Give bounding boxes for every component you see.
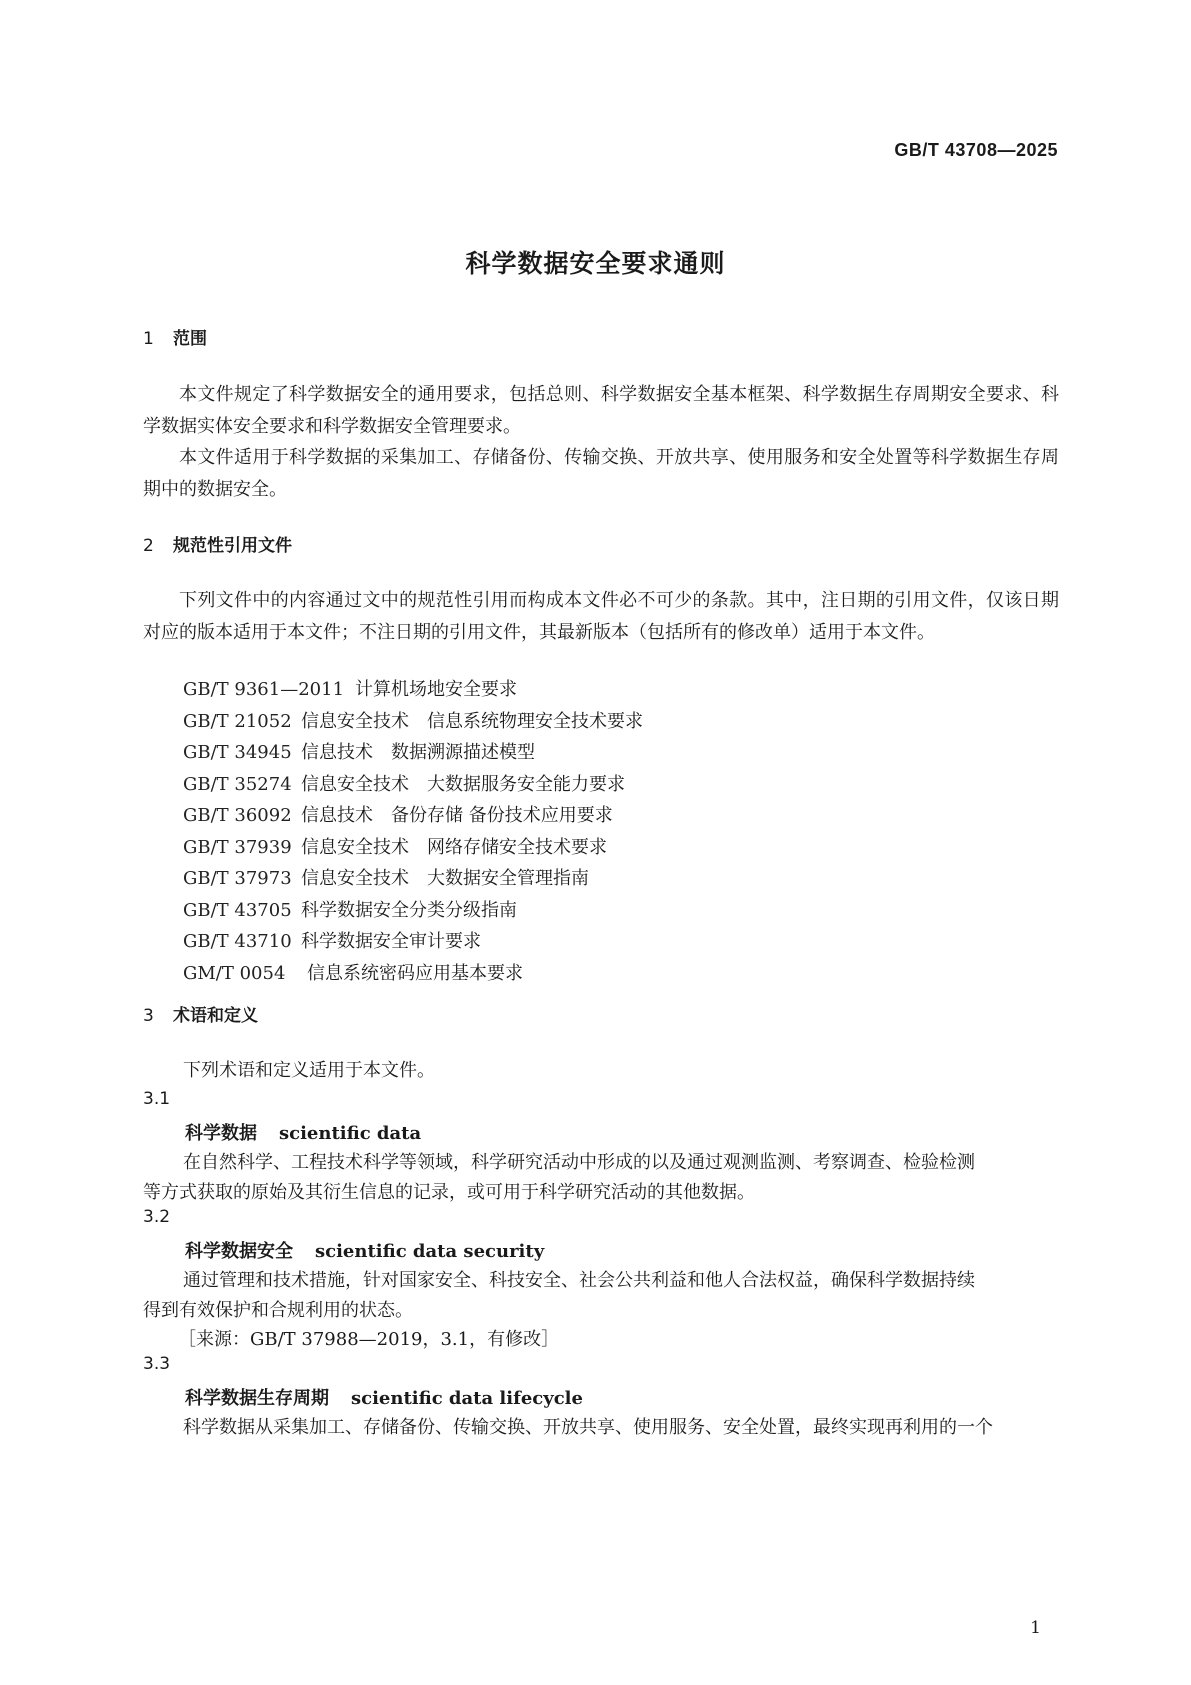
- reference-item: [183, 895, 643, 927]
- term-number: 3.2: [143, 1207, 171, 1227]
- section-1-heading: [143, 324, 207, 349]
- reference-item: [183, 958, 643, 990]
- section-title: 术语和定义: [173, 1006, 258, 1026]
- section-number: 1: [143, 329, 154, 349]
- scope-paragraph-1: 本文件规定了科学数据安全的通用要求，包括总则、科学数据安全基本框架、科学数据生存周期安全要求、科学数据实体安全要求和科学数据安全管理要求。: [143, 384, 1059, 437]
- reference-code: GB/T 37939: [183, 836, 292, 858]
- scope-paragraph-2: 本文件适用于科学数据的采集加工、存储备份、传输交换、开放共享、使用服务和安全处置等科学数据生存周期中的数据安全。: [143, 447, 1059, 500]
- section-title: 范围: [173, 329, 207, 349]
- reference-list: [183, 674, 643, 989]
- reference-item: [183, 926, 643, 958]
- reference-item: [183, 674, 643, 706]
- section-number: 2: [143, 536, 154, 556]
- section-number: 3: [143, 1006, 154, 1026]
- terms-intro: 下列术语和定义适用于本文件。: [183, 1060, 435, 1081]
- term-name-en: scientific data lifecycle: [351, 1388, 583, 1409]
- reference-code: GB/T 21052: [183, 710, 292, 732]
- term-name-zh: 科学数据生存周期: [185, 1388, 329, 1409]
- reference-item: [183, 832, 643, 864]
- document-title: 科学数据安全要求通则: [465, 249, 726, 278]
- section-2-heading: [143, 531, 292, 556]
- reference-title: 科学数据安全审计要求: [301, 931, 481, 952]
- reference-title: 科学数据安全分类分级指南: [301, 899, 517, 921]
- term-name: [185, 1384, 583, 1410]
- reference-item: [183, 863, 643, 895]
- term-source: ［来源：GB/T 37988—2019，3.1，有修改］: [178, 1329, 560, 1350]
- normative-intro: 下列文件中的内容通过文中的规范性引用而构成本文件必不可少的条款。其中，注日期的引用文件，仅该日期对应的版本适用于本文件；不注日期的引用文件，其最新版本（包括所有的修改单）适用于本文件。: [143, 590, 1059, 643]
- term-definition-line: 等方式获取的原始及其衍生信息的记录，或可用于科学研究活动的其他数据。: [143, 1182, 755, 1203]
- term-definition-line: 得到有效保护和合规利用的状态。: [143, 1300, 413, 1321]
- reference-code: GB/T 43710: [183, 931, 292, 952]
- reference-title: 计算机场地安全要求: [355, 679, 517, 700]
- reference-title: 信息安全技术 大数据服务安全能力要求: [301, 773, 625, 795]
- reference-item: [183, 800, 643, 832]
- page-number: 1: [1030, 1618, 1041, 1638]
- term-name: [185, 1119, 421, 1145]
- reference-item: [183, 706, 643, 738]
- term-number: 3.3: [143, 1354, 171, 1374]
- standard-code: GB/T 43708—2025: [894, 140, 1058, 160]
- term-definition-line: 通过管理和技术措施，针对国家安全、科技安全、社会公共利益和他人合法权益，确保科学数据持续: [183, 1270, 975, 1291]
- term-definition-line: 在自然科学、工程技术科学等领域，科学研究活动中形成的以及通过观测监测、考察调查、检验检测: [183, 1152, 975, 1173]
- term-name-en: scientific data: [279, 1123, 422, 1144]
- reference-title: 信息安全技术 大数据安全管理指南: [301, 868, 589, 889]
- reference-item: [183, 769, 643, 801]
- section-3-heading: [143, 1001, 258, 1026]
- term-name-zh: 科学数据: [185, 1123, 257, 1144]
- term-name: [185, 1237, 544, 1263]
- section-title: 规范性引用文件: [173, 536, 292, 556]
- reference-code: GB/T 43705: [183, 899, 292, 921]
- reference-code: GB/T 35274: [183, 773, 292, 795]
- reference-title: 信息技术 数据溯源描述模型: [301, 742, 535, 763]
- reference-title: 信息安全技术 信息系统物理安全技术要求: [301, 710, 643, 732]
- term-number: 3.1: [143, 1089, 171, 1109]
- reference-code: GM/T 0054: [183, 962, 286, 984]
- term-definition-line: 科学数据从采集加工、存储备份、传输交换、开放共享、使用服务、安全处置，最终实现再利用的一个: [183, 1417, 993, 1438]
- term-name-en: scientific data security: [315, 1241, 545, 1262]
- reference-title: 信息技术 备份存储 备份技术应用要求: [301, 805, 613, 826]
- reference-code: GB/T 36092: [183, 805, 292, 826]
- reference-code: GB/T 34945: [183, 742, 292, 763]
- term-name-zh: 科学数据安全: [185, 1241, 293, 1262]
- reference-item: [183, 737, 643, 769]
- reference-code: GB/T 9361—2011: [183, 679, 345, 700]
- reference-title: 信息安全技术 网络存储安全技术要求: [301, 836, 607, 858]
- reference-code: GB/T 37973: [183, 868, 292, 889]
- reference-title: 信息系统密码应用基本要求: [307, 962, 523, 984]
